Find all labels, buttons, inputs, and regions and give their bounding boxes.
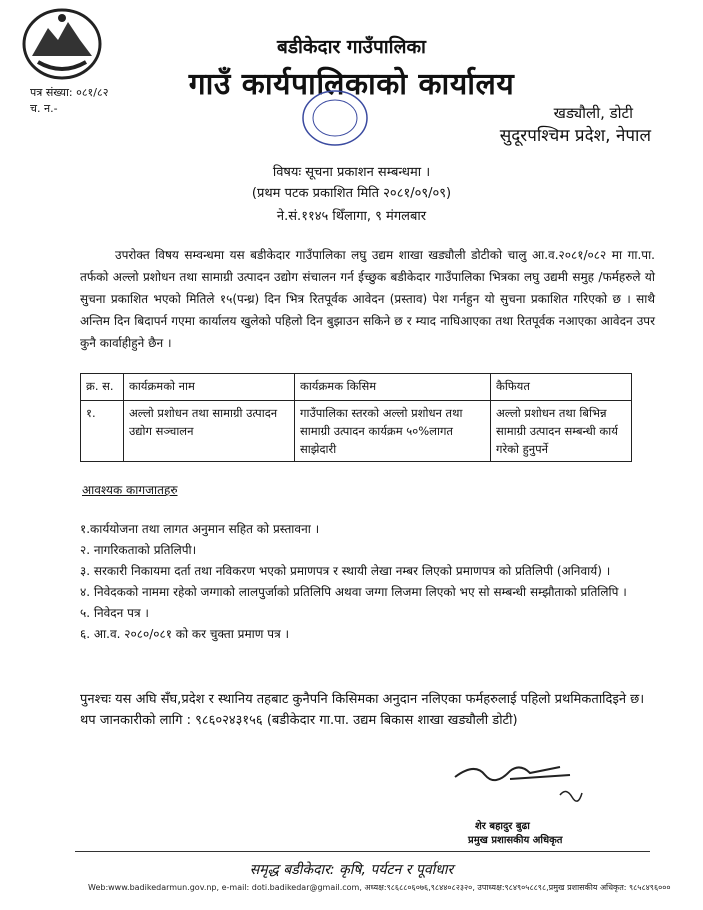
office-title: गाउँ कार्यपालिकाको कार्यालय (188, 67, 515, 102)
ref-number: पत्र संख्या: ०८१/८२ (30, 86, 109, 99)
signatory-name: शेर बहादुर बुढा (475, 821, 530, 832)
subject-line: विषयः सूचना प्रकाशन सम्बन्धमा । (272, 165, 431, 180)
signatory-title: प्रमुख प्रशासकीय अधिकृत (468, 835, 563, 846)
nepal-sambat-date: ने.सं.११४५ थिँलागा, ९ मंगलबार (276, 209, 427, 224)
program-table (80, 373, 632, 462)
table-cell: अल्लो प्रशोधन तथा सामाग्री उत्पादन उद्योग सञ्चालन (124, 401, 295, 462)
table-row (81, 401, 632, 462)
table-cell: गाउँपालिका स्तरको अल्लो प्रशोधन तथा सामाग्री उत्पादन कार्यक्रम ५०%लागत साझेदारी (295, 401, 491, 462)
list-item: १.कार्ययोजना तथा लागत अनुमान सहित को प्रस्तावना । (80, 522, 320, 536)
office-stamp-icon (300, 88, 370, 148)
list-item: ५. निवेदन पत्र । (80, 606, 149, 620)
table-header-cell: कार्यक्रमक किसिम (295, 374, 491, 401)
list-item: ६. आ.व. २०८०/०८१ को कर चुक्ता प्रमाण पत्र । (80, 627, 290, 641)
list-item: ४. निवेदकको नाममा रहेको जग्गाको लालपुर्जाको प्रतिलिपि अथवा जग्गा लिजमा लिएको भए सो सम्बन्धी सम्झौताको प्रतिलिपि । (80, 585, 627, 599)
list-item: ३. सरकारी निकायमा दर्ता तथा नविकरण भएको प्रमाणपत्र र स्थायी लेखा नम्बर लिएको प्रमाणपत्र को प्रतिलिपी (अनिवार्य) । (80, 564, 611, 578)
footer-contact: Web:www.badikedarmun.gov.np, e-mail: doti.badikedar@gmail.com, अध्यक्ष:९८६८८०६०७६,९८४४०८२३२०, उपाध्यक्ष:९८४९०५८८९८,प्रमुख प्रशासकीय अधिकृत: ९८५८४९६००० (88, 883, 671, 892)
address-line-1: खड्यौली, डोटी (553, 104, 633, 122)
notice-body: उपरोक्त विषय सम्वन्धमा यस बडीकेदार गाउँपालिका लघु उद्यम शाखा खड्यौली डोटीको चालु आ.व.२०८१/०८२ मा गा.पा. तर्फको अल्लो प्रशोधन तथा सामाग्री उत्पादन उद्योग संचालन गर्न ईच्छुक बडीकेदार गाउँपालिका भित्रका लघु उद्यमी समुह /फर्महरुले यो सुचना प्रकाशित भएको मितिले १५(पन्ध्र) दिन भित्र रितपूर्वक आवेदन (प्रस्ताव) पेश गर्नहुन यो सुचना प्रकाशित गरिएको छ । साथै अन्तिम दिन बिदापर्न गएमा कार्यालय खुलेको पहिलो दिन बुझाउन सकिने छ र म्याद नाघिआएका तथा रितपूर्वक नआएका आवेदन उपर कुनै कार्वाहीहुने छैन । (80, 248, 655, 350)
table-header-cell: क्र. स. (81, 374, 124, 401)
table-cell: अल्लो प्रशोधन तथा बिभिन्न सामाग्री उत्पादन सम्बन्धी कार्य गरेको हुनुपर्ने (491, 401, 632, 462)
publish-date-line: (प्रथम पटक प्रकाशित मिति २०८१/०९/०९) (251, 186, 452, 201)
table-header-cell: कैफियत (491, 374, 632, 401)
table-cell: १. (81, 401, 124, 462)
signature-icon (450, 757, 590, 817)
footnote: पुनश्चः यस अघि सँघ,प्रदेश र स्थानिय तहबाट कुनैपनि किसिमका अनुदान नलिएका फर्महरुलाई पहिलो प्रथमिकतादिइने छ। थप जानकारीको लागि : ९८६०२४३१५६ (बडीकेदार गा.पा. उद्यम बिकास शाखा खड्यौली डोटी) (80, 692, 645, 728)
dispatch-number: च. न.- (30, 102, 58, 115)
documents-list (80, 520, 640, 646)
footer-motto: समृद्ध बडीकेदार: कृषि, पर्यटन र पूर्वाधार (249, 862, 454, 878)
documents-heading: आवश्यक कागजातहरु (82, 483, 178, 497)
table-header-row (81, 374, 632, 401)
footer-divider (75, 851, 650, 852)
list-item: २. नागरिकताको प्रतिलिपी। (80, 543, 197, 557)
address-line-2: सुदूरपश्चिम प्रदेश, नेपाल (499, 126, 651, 146)
municipality-name: बडीकेदार गाउँपालिका (277, 36, 426, 58)
table-header-cell: कार्यक्रमको नाम (124, 374, 295, 401)
